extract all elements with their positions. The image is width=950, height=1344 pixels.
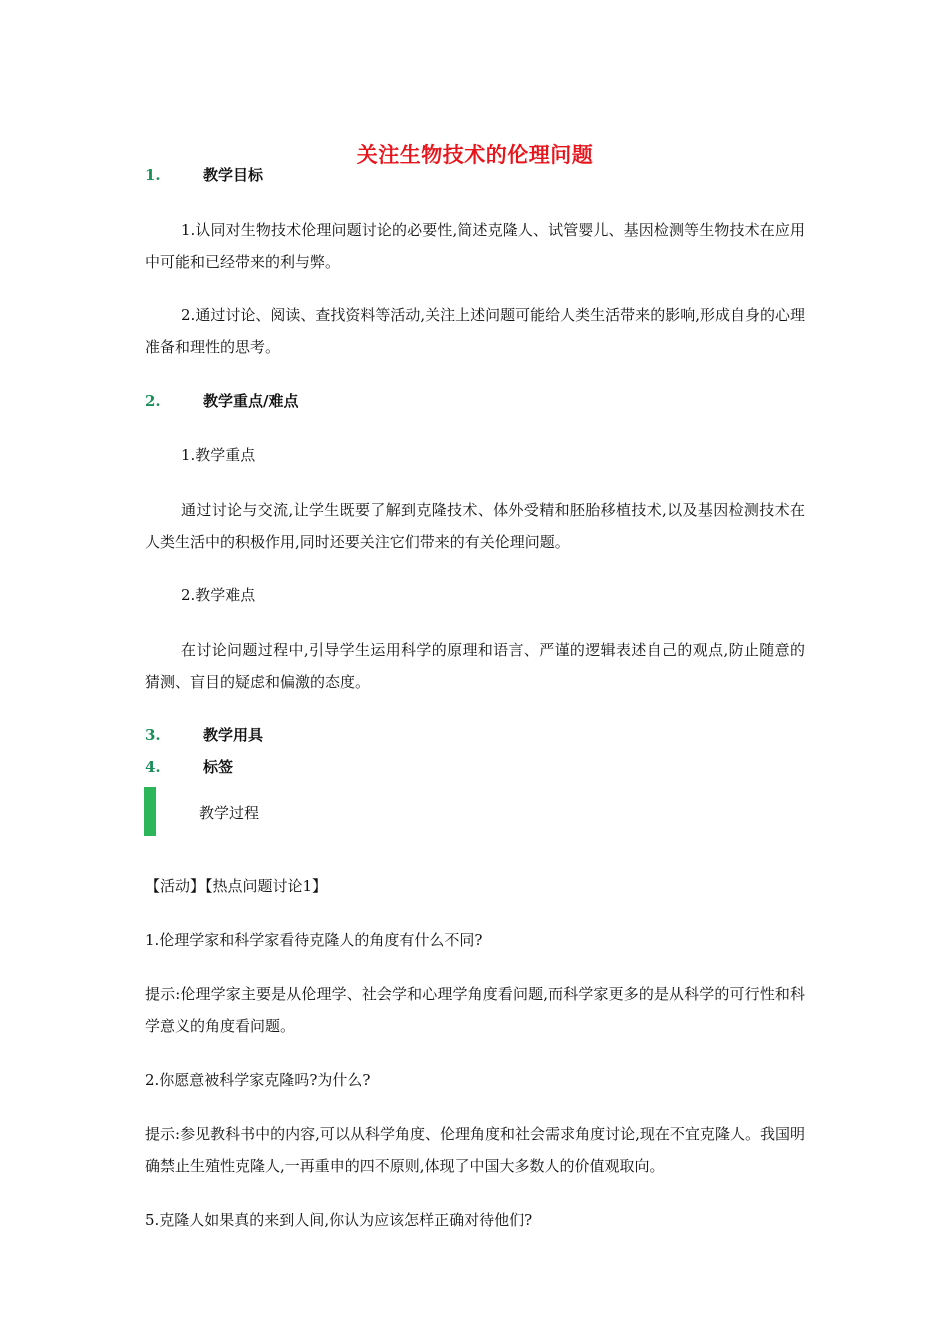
page-title: 关注生物技术的伦理问题 (356, 142, 594, 167)
section-label: 标签 (203, 758, 234, 776)
activity-question-5: 5.克隆人如果真的来到人间,你认为应该怎样正确对待他们? (145, 1211, 533, 1229)
section-heading-tags (145, 756, 233, 778)
difficulty-label: 2.教学难点 (181, 586, 256, 604)
section-accent-bar (144, 787, 156, 836)
section-heading-tools (145, 724, 263, 746)
section-label: 教学用具 (203, 726, 264, 744)
activity-hint-2: 提示:参见教科书中的内容,可以从科学角度、伦理角度和社会需求角度讨论,现在不宜克隆人。我国明确禁止生殖性克隆人,一再重申的四不原则,体现了中国大多数人的价值观取向。 (145, 1125, 805, 1175)
section-number: 1. (145, 166, 161, 184)
section-label: 教学目标 (203, 166, 264, 184)
key-point-paragraph: 通过讨论与交流,让学生既要了解到克隆技术、体外受精和胚胎移植技术,以及基因检测技术在人类生活中的积极作用,同时还要关注它们带来的有关伦理问题。 (145, 501, 805, 551)
section-heading-key-points (145, 390, 298, 412)
activity-question-2: 2.你愿意被科学家克隆吗?为什么? (145, 1071, 371, 1089)
activity-title: 【活动】【热点问题讨论1】 (145, 877, 328, 895)
objective-paragraph-2: 2.通过讨论、阅读、查找资料等活动,关注上述问题可能给人类生活带来的影响,形成自身的心理准备和理性的思考。 (145, 306, 805, 356)
activity-hint-1: 提示:伦理学家主要是从伦理学、社会学和心理学角度看问题,而科学家更多的是从科学的可行性和科学意义的角度看问题。 (145, 985, 805, 1035)
section-label: 教学重点/难点 (203, 392, 299, 410)
section-number: 2. (145, 392, 161, 410)
objective-paragraph-1: 1.认同对生物技术伦理问题讨论的必要性,简述克隆人、试管婴儿、基因检测等生物技术在应用中可能和已经带来的利与弊。 (145, 221, 805, 271)
section-number: 3. (145, 726, 161, 744)
key-point-label: 1.教学重点 (181, 446, 256, 464)
difficulty-paragraph: 在讨论问题过程中,引导学生运用科学的原理和语言、严谨的逻辑表述自己的观点,防止随意的猜测、盲目的疑虑和偏激的态度。 (145, 641, 805, 691)
activity-question-1: 1.伦理学家和科学家看待克隆人的角度有什么不同? (145, 931, 483, 949)
process-label: 教学过程 (199, 804, 260, 822)
section-number: 4. (145, 758, 161, 776)
section-heading-objectives (145, 164, 263, 186)
